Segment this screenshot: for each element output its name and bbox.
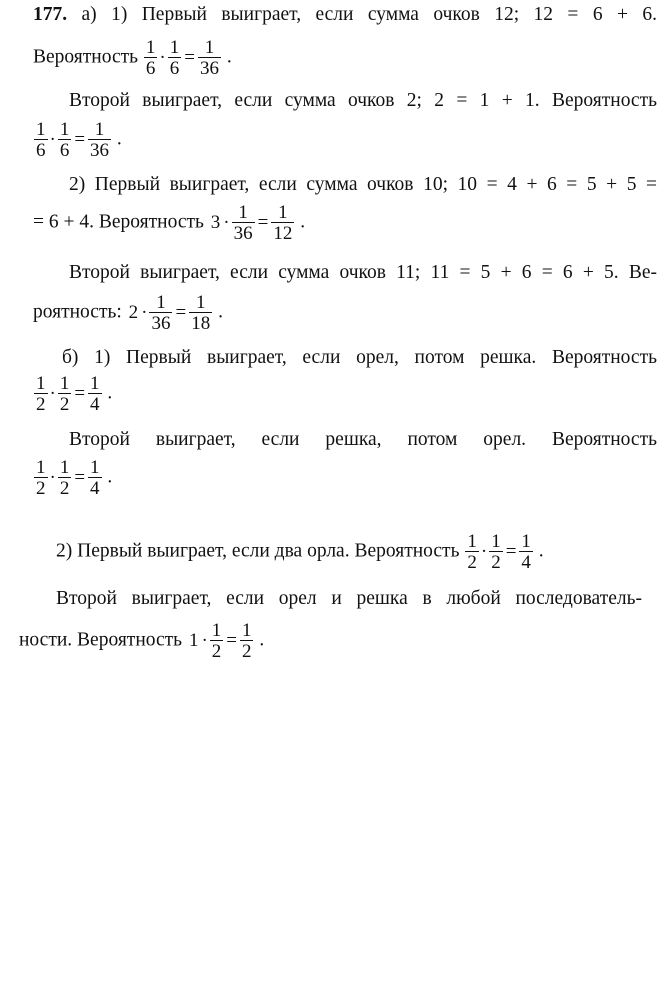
numerator: 1 (36, 119, 46, 140)
numerator: 1 (156, 292, 166, 313)
prob-word: Вероятность (33, 46, 139, 68)
denominator: 4 (521, 552, 531, 573)
line-a1-second-prob (33, 120, 122, 160)
line-b2-second-1 (56, 587, 642, 611)
line-a2-first-2 (33, 203, 305, 243)
fraction (489, 532, 503, 572)
fraction (58, 458, 72, 498)
dot-operator: · (49, 467, 56, 488)
numerator: 1 (36, 457, 46, 478)
denominator: 2 (59, 478, 70, 499)
line-a1-second (69, 89, 657, 113)
coefficient: 1 (188, 630, 199, 651)
denominator: 36 (151, 313, 171, 334)
fraction (210, 621, 224, 661)
denominator: 4 (90, 394, 100, 415)
equals-sign: = (175, 302, 187, 323)
line-b1-first-prob (33, 374, 112, 414)
denominator: 2 (241, 641, 252, 662)
dot-operator: · (480, 541, 488, 562)
equals-sign: = (505, 541, 517, 562)
b1-first-text: б) 1) Первый выиграет, если орел, потом решка. Вероятность (62, 347, 657, 368)
numerator: 1 (94, 119, 105, 140)
denominator: 2 (467, 552, 477, 573)
line-b2-second-2 (19, 621, 264, 661)
denominator: 6 (36, 140, 46, 161)
denominator: 2 (211, 641, 222, 662)
fraction (198, 38, 221, 78)
line-a2-first-1 (69, 173, 657, 197)
coefficient: 3 (210, 212, 221, 233)
b2-second-text-1: Второй выиграет, если орел и решка в любой последователь- (56, 588, 642, 609)
dot-operator: · (49, 383, 56, 404)
numerator: 1 (211, 620, 222, 641)
line-a1-first (33, 3, 657, 27)
fraction (232, 203, 255, 243)
dot-operator: · (201, 630, 208, 651)
dot-operator: · (159, 47, 166, 68)
a2-second-text-1: Второй выиграет, если сумма очков 11; 11 = 5 + 6 = 6 + 5. Ве- (69, 262, 657, 283)
numerator: 1 (90, 373, 100, 394)
line-a2-second-1 (69, 261, 657, 285)
line-a2-second-2 (33, 293, 223, 333)
denominator: 6 (169, 58, 180, 79)
coefficient: 2 (128, 302, 139, 323)
numerator: 1 (36, 373, 46, 394)
fraction (34, 458, 48, 498)
fraction (519, 532, 533, 572)
numerator: 1 (491, 531, 501, 552)
line-a1-first-prob (33, 38, 232, 78)
numerator: 1 (467, 531, 477, 552)
b2-first-text: 2) Первый выиграет, если два орла. Вероятность (56, 540, 460, 562)
period: . (259, 629, 265, 651)
equals-sign: = (74, 129, 86, 150)
a2-second-text-2: роятность: (33, 301, 122, 323)
fraction (34, 374, 48, 414)
dot-operator: · (223, 212, 230, 233)
a1-first-text: а) 1) Первый выиграет, если сумма очков 12; 12 = 6 + 6. (81, 4, 657, 25)
line-b1-first (62, 346, 657, 370)
numerator: 1 (59, 373, 70, 394)
a2-first-text-2: = 6 + 4. Вероятность (33, 211, 204, 233)
period: . (107, 382, 113, 404)
numerator: 1 (59, 119, 70, 140)
denominator: 2 (59, 394, 70, 415)
line-b1-second (69, 428, 657, 452)
fraction (189, 293, 212, 333)
period: . (226, 46, 232, 68)
numerator: 1 (204, 37, 215, 58)
dot-operator: · (49, 129, 56, 150)
fraction (465, 532, 479, 572)
numerator: 1 (241, 620, 252, 641)
denominator: 36 (199, 58, 219, 79)
fraction (271, 203, 294, 243)
fraction (149, 293, 172, 333)
denominator: 4 (90, 478, 100, 499)
numerator: 1 (90, 457, 100, 478)
numerator: 1 (195, 292, 206, 313)
denominator: 18 (191, 313, 211, 334)
equals-sign: = (74, 467, 86, 488)
equals-sign: = (257, 212, 269, 233)
denominator: 12 (273, 223, 293, 244)
b1-second-text: Второй выиграет, если решка, потом орел. Вероятность (69, 429, 657, 450)
denominator: 6 (145, 58, 156, 79)
fraction (34, 120, 48, 160)
fraction (88, 458, 102, 498)
a1-second-text: Второй выиграет, если сумма очков 2; 2 = 1 + 1. Вероятность (69, 90, 657, 111)
fraction (144, 38, 158, 78)
period: . (218, 301, 223, 323)
fraction (88, 374, 102, 414)
numerator: 1 (238, 202, 248, 223)
period: . (107, 466, 113, 488)
denominator: 2 (36, 394, 46, 415)
period: . (300, 211, 306, 233)
fraction (88, 120, 111, 160)
line-b1-second-prob (33, 458, 112, 498)
denominator: 2 (491, 552, 501, 573)
period: . (538, 540, 544, 562)
numerator: 1 (145, 37, 156, 58)
period: . (116, 128, 122, 150)
numerator: 1 (169, 37, 180, 58)
numerator: 1 (59, 457, 70, 478)
dot-operator: · (141, 302, 148, 323)
denominator: 36 (233, 223, 253, 244)
numerator: 1 (521, 531, 531, 552)
problem-number: 177. (33, 4, 68, 25)
fraction (58, 120, 72, 160)
fraction (168, 38, 182, 78)
line-b2-first (56, 532, 544, 572)
fraction (58, 374, 72, 414)
a2-first-text-1: 2) Первый выиграет, если сумма очков 10; 10 = 4 + 6 = 5 + 5 = (69, 174, 657, 195)
fraction (240, 621, 254, 661)
denominator: 2 (36, 478, 46, 499)
b2-second-text-2: ности. Вероятность (19, 629, 183, 651)
equals-sign: = (74, 383, 86, 404)
equals-sign: = (226, 630, 237, 651)
denominator: 36 (90, 140, 110, 161)
numerator: 1 (278, 202, 288, 223)
denominator: 6 (59, 140, 70, 161)
equals-sign: = (184, 47, 195, 68)
